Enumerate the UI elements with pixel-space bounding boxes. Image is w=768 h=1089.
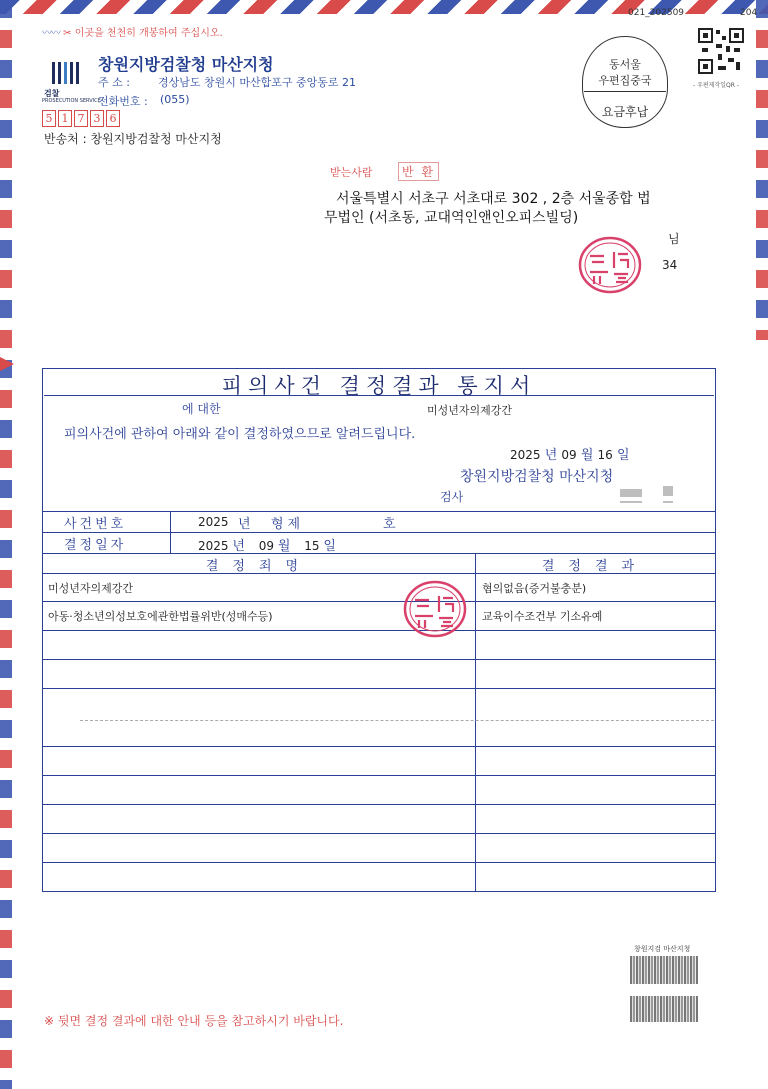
redacted-name [620,489,642,497]
red-seal-icon [578,236,642,294]
barcode-icon [630,956,698,984]
bottom-stamp-label: 창원지검 마산지청 [634,945,691,953]
postmark-line2: 우편집중국 [598,74,652,87]
table-line [43,804,715,805]
wave-icon: 〰〰 [42,28,60,39]
zip-digit: 5 [42,110,56,127]
redacted-underline [620,501,642,503]
redacted-mark [663,486,673,496]
table-line [43,511,715,512]
zip-digit: 3 [90,110,104,127]
table-line [43,659,715,660]
table-line [43,553,715,554]
postmark-divider [584,91,666,92]
return-address: 반송처 : 창원지방검찰청 마산지청 [44,132,222,146]
tel-value: (055) [160,93,190,106]
charge-cell: 미성년자의제강간 [48,582,134,595]
footer-note: ※ 뒷면 결정 결과에 대한 안내 등을 참고하시기 바랍니다. [44,1014,344,1028]
result-cell: 혐의없음(증거불충분) [482,582,587,595]
table-line [43,862,715,863]
case-year: 2025 [198,515,229,529]
result-cell: 교육이수조건부 기소유예 [482,610,603,623]
redacted-underline [663,501,673,503]
col-result-header: 결정결과 [541,559,649,574]
prosecutor-label: 검사 [440,490,464,504]
table-line [43,630,715,631]
logo-sub: PROSECUTION SERVICE [42,98,101,104]
case-number-label: 사건번호 [64,517,127,532]
regarding-label: 에 대한 [182,402,221,416]
document-code: 021_202509 204 [628,8,758,18]
table-line [43,601,715,602]
honorific: 님 [668,232,680,246]
case-year-unit: 년 [238,517,251,532]
form-title: 피의사건 결정결과 통지서 [221,374,537,398]
open-notice: 〰〰 ✂ 이곳을 천천히 개봉하여 주십시오. [42,28,223,39]
zip-code [42,110,120,127]
table-line [43,775,715,776]
zip-digit: 7 [74,110,88,127]
table-line [43,573,715,574]
decision-date: 2025 년 09 월 15 일 [198,539,336,554]
fold-marker-icon [0,357,14,371]
recipient-label: 받는사람 [330,166,373,179]
recipient-code: 34 [662,258,678,272]
recipient-address-line2: 무법인 (서초동, 교대역인앤인오피스빌딩) [324,210,579,226]
qr-code-icon [698,28,744,74]
barcode-icon [630,996,698,1022]
envelope-left-stripe [0,0,12,1089]
case-type: 형제 [271,517,305,532]
address-value: 경상남도 창원시 마산합포구 중앙동로 21 [158,76,356,89]
table-line [43,688,715,689]
decision-date-label: 결정일자 [64,538,127,553]
charge-cell: 아동·청소년의성보호에관한법률위반(성매수등) [48,610,273,623]
fold-line [80,720,714,721]
red-seal-icon [403,580,467,638]
issuer-name: 창원지방검찰청 마산지청 [460,469,614,485]
sender-name: 창원지방검찰청 마산지청 [98,55,274,74]
notice-date: 2025 년 09 월 16 일 [510,448,630,463]
intro-sentence: 피의사건에 관하여 아래와 같이 결정하였으므로 알려드립니다. [64,427,416,442]
table-line [43,833,715,834]
return-box: 반 환 [398,162,439,181]
zip-digit: 1 [58,110,72,127]
envelope-right-stripe [756,0,768,340]
case-number-unit: 호 [383,517,396,532]
postmark-line3: 요금후납 [601,105,649,119]
col-charges-header: 결정죄명 [205,559,313,574]
recipient-address-line1: 서울특별시 서초구 서초대로 302 , 2층 서울종합 법 [336,191,651,207]
title-divider [44,395,714,396]
address-label: 주 소 : [98,76,130,89]
table-line [43,746,715,747]
logo-label: 검찰 [44,89,60,98]
qr-label: - 우편제작일QR - [693,82,740,89]
postmark-line1: 동서울 [609,58,641,71]
tel-label: 전화번호 : [98,95,148,108]
zip-digit: 6 [106,110,120,127]
top-crime-name: 미성년자의제강간 [427,404,513,417]
table-vline [475,553,476,891]
prosecution-logo-icon [50,62,82,84]
table-line [43,532,715,533]
